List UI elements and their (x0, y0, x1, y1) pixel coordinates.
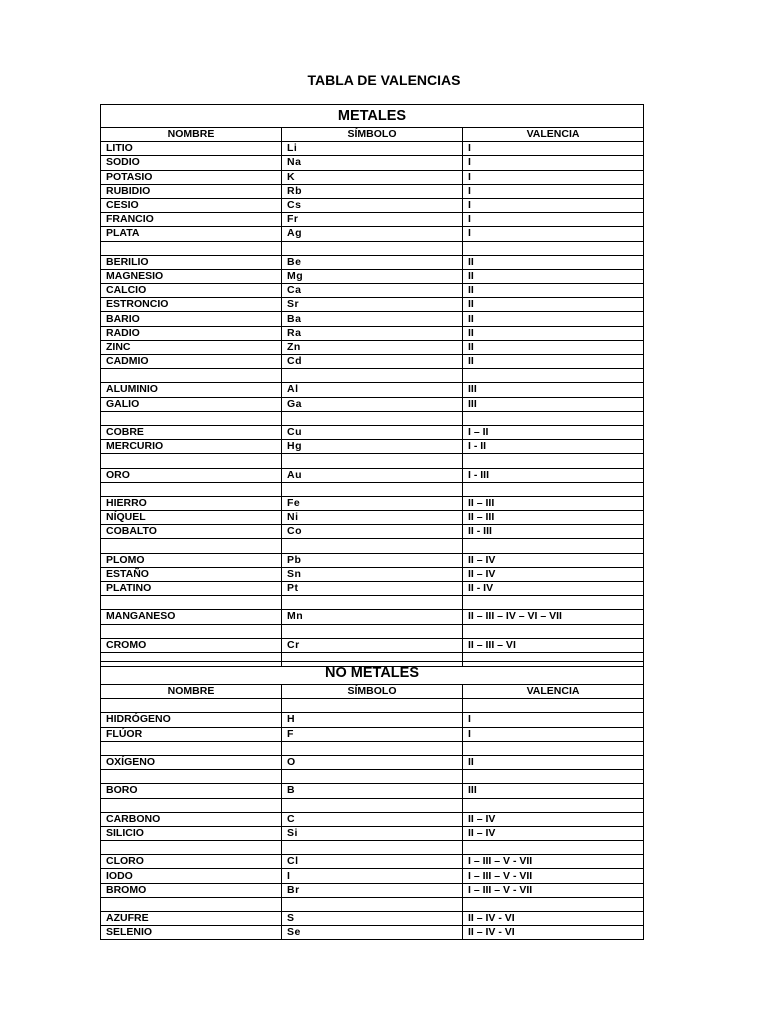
element-valence: I - II (463, 440, 644, 454)
element-valence: II - IV (463, 582, 644, 596)
spacer-row (101, 411, 644, 425)
element-name: MAGNESIO (101, 269, 282, 283)
element-symbol: Ni (282, 511, 463, 525)
table-row (101, 142, 644, 156)
element-valence: II – IV - VI (463, 912, 644, 926)
table-row (101, 425, 644, 439)
element-name: OXÍGENO (101, 755, 282, 769)
spacer-row (101, 798, 644, 812)
table-row (101, 826, 644, 840)
table-row (101, 312, 644, 326)
element-valence: I (463, 142, 644, 156)
element-valence: II (463, 755, 644, 769)
element-symbol: Ra (282, 326, 463, 340)
element-name (101, 699, 282, 713)
table-row (101, 440, 644, 454)
table-row (101, 156, 644, 170)
element-symbol: Pb (282, 553, 463, 567)
element-name: NÍQUEL (101, 511, 282, 525)
table-row (101, 213, 644, 227)
element-symbol (282, 770, 463, 784)
element-symbol: Rb (282, 184, 463, 198)
element-name (101, 770, 282, 784)
table-row (101, 755, 644, 769)
column-header-row (101, 685, 644, 699)
element-valence: I - III (463, 468, 644, 482)
spacer-row (101, 596, 644, 610)
section-heading: METALES (101, 105, 644, 128)
spacer-row (101, 897, 644, 911)
element-symbol: Cd (282, 355, 463, 369)
element-name: FLÚOR (101, 727, 282, 741)
element-name: CALCIO (101, 284, 282, 298)
element-valence (463, 699, 644, 713)
spacer-row (101, 841, 644, 855)
element-name: BORO (101, 784, 282, 798)
element-name: ORO (101, 468, 282, 482)
element-valence: II – IV (463, 567, 644, 581)
table-row (101, 727, 644, 741)
element-name: HIERRO (101, 496, 282, 510)
table-row (101, 170, 644, 184)
element-valence: I (463, 227, 644, 241)
table-row (101, 298, 644, 312)
element-symbol: B (282, 784, 463, 798)
table-row (101, 184, 644, 198)
element-valence: I (463, 727, 644, 741)
table-row (101, 812, 644, 826)
element-name: SELENIO (101, 926, 282, 940)
element-name: FRANCIO (101, 213, 282, 227)
element-name: CLORO (101, 855, 282, 869)
element-name: ALUMINIO (101, 383, 282, 397)
element-name: HIDRÓGENO (101, 713, 282, 727)
element-symbol: I (282, 869, 463, 883)
element-symbol: Cs (282, 198, 463, 212)
element-symbol: Au (282, 468, 463, 482)
element-valence: I (463, 213, 644, 227)
table-row (101, 855, 644, 869)
element-valence: I – II (463, 425, 644, 439)
table-row (101, 468, 644, 482)
element-name: MANGANESO (101, 610, 282, 624)
element-name (101, 539, 282, 553)
element-name: RUBIDIO (101, 184, 282, 198)
element-symbol (282, 741, 463, 755)
element-valence: III (463, 397, 644, 411)
spacer-row (101, 539, 644, 553)
element-name: MERCURIO (101, 440, 282, 454)
element-symbol (282, 369, 463, 383)
element-symbol (282, 539, 463, 553)
element-symbol (282, 596, 463, 610)
element-valence (463, 897, 644, 911)
element-symbol (282, 454, 463, 468)
element-name (101, 798, 282, 812)
element-symbol: Be (282, 255, 463, 269)
element-symbol: Na (282, 156, 463, 170)
element-symbol: Cr (282, 638, 463, 652)
element-name (101, 624, 282, 638)
element-name: ESTAÑO (101, 567, 282, 581)
element-valence (463, 798, 644, 812)
element-name: AZUFRE (101, 912, 282, 926)
element-valence: II – III (463, 496, 644, 510)
element-valence: I – III – V - VII (463, 883, 644, 897)
table-row (101, 883, 644, 897)
element-symbol: Ag (282, 227, 463, 241)
table-row (101, 326, 644, 340)
element-valence (463, 482, 644, 496)
element-valence: II (463, 255, 644, 269)
table-row (101, 355, 644, 369)
element-symbol: Cl (282, 855, 463, 869)
element-name: BERILIO (101, 255, 282, 269)
element-valence: I – III – V - VII (463, 869, 644, 883)
element-symbol: F (282, 727, 463, 741)
column-header-symbol: SÍMBOLO (282, 685, 463, 699)
element-name (101, 841, 282, 855)
element-symbol: Ga (282, 397, 463, 411)
element-valence: I (463, 170, 644, 184)
element-name: COBRE (101, 425, 282, 439)
element-symbol: Sn (282, 567, 463, 581)
element-name: PLATINO (101, 582, 282, 596)
element-symbol: K (282, 170, 463, 184)
element-valence: I (463, 713, 644, 727)
element-symbol: Sr (282, 298, 463, 312)
table-row (101, 383, 644, 397)
spacer-row (101, 624, 644, 638)
section-header-row (101, 662, 644, 685)
spacer-row (101, 241, 644, 255)
element-valence: II (463, 284, 644, 298)
table-row (101, 397, 644, 411)
element-symbol: O (282, 755, 463, 769)
element-valence: II – III – VI (463, 638, 644, 652)
element-symbol (282, 241, 463, 255)
element-symbol: Se (282, 926, 463, 940)
no-metales-table (100, 661, 644, 940)
section-heading: NO METALES (101, 662, 644, 685)
element-valence (463, 369, 644, 383)
column-header-name: NOMBRE (101, 685, 282, 699)
element-symbol: Co (282, 525, 463, 539)
section-header-row (101, 105, 644, 128)
spacer-row (101, 482, 644, 496)
table-row (101, 340, 644, 354)
element-symbol (282, 699, 463, 713)
element-valence: I (463, 184, 644, 198)
table-row (101, 582, 644, 596)
element-symbol: Al (282, 383, 463, 397)
element-symbol: Cu (282, 425, 463, 439)
element-name: ZINC (101, 340, 282, 354)
element-valence (463, 411, 644, 425)
element-name (101, 482, 282, 496)
element-name: POTASIO (101, 170, 282, 184)
element-valence: II (463, 298, 644, 312)
metales-table (100, 104, 644, 667)
element-name: CROMO (101, 638, 282, 652)
element-name: SODIO (101, 156, 282, 170)
element-valence: II - III (463, 525, 644, 539)
element-name (101, 741, 282, 755)
element-valence: I (463, 156, 644, 170)
element-valence: II – III (463, 511, 644, 525)
table-row (101, 553, 644, 567)
element-valence (463, 596, 644, 610)
element-name (101, 454, 282, 468)
element-name (101, 897, 282, 911)
element-valence: II (463, 355, 644, 369)
table-row (101, 567, 644, 581)
element-name: LITIO (101, 142, 282, 156)
spacer-row (101, 741, 644, 755)
element-name: CARBONO (101, 812, 282, 826)
element-symbol: Pt (282, 582, 463, 596)
element-valence (463, 770, 644, 784)
element-name: BARIO (101, 312, 282, 326)
table-row (101, 784, 644, 798)
column-header-name: NOMBRE (101, 128, 282, 142)
table-row (101, 610, 644, 624)
spacer-row (101, 770, 644, 784)
element-symbol: Zn (282, 340, 463, 354)
element-name: RADIO (101, 326, 282, 340)
element-symbol: Ca (282, 284, 463, 298)
element-name: PLATA (101, 227, 282, 241)
element-valence: II – IV (463, 812, 644, 826)
element-symbol (282, 897, 463, 911)
element-name: CADMIO (101, 355, 282, 369)
element-name: CESIO (101, 198, 282, 212)
element-name (101, 411, 282, 425)
document-title: TABLA DE VALENCIAS (307, 72, 461, 88)
element-valence (463, 241, 644, 255)
element-valence: I (463, 198, 644, 212)
element-name: IODO (101, 869, 282, 883)
element-valence (463, 841, 644, 855)
element-symbol (282, 841, 463, 855)
table-row (101, 511, 644, 525)
element-name: SILICIO (101, 826, 282, 840)
element-valence (463, 539, 644, 553)
element-valence: II (463, 340, 644, 354)
element-name: BROMO (101, 883, 282, 897)
element-valence: II (463, 312, 644, 326)
table-row (101, 496, 644, 510)
element-valence: II – IV (463, 553, 644, 567)
element-name (101, 369, 282, 383)
element-symbol: Br (282, 883, 463, 897)
column-header-valence: VALENCIA (463, 128, 644, 142)
table-row (101, 638, 644, 652)
element-valence (463, 454, 644, 468)
element-symbol (282, 624, 463, 638)
element-name: GALIO (101, 397, 282, 411)
column-header-row (101, 128, 644, 142)
column-header-valence: VALENCIA (463, 685, 644, 699)
element-valence (463, 624, 644, 638)
table-row (101, 255, 644, 269)
table-row (101, 926, 644, 940)
table-row (101, 869, 644, 883)
element-valence: II – IV - VI (463, 926, 644, 940)
element-valence: II (463, 326, 644, 340)
table-row (101, 525, 644, 539)
element-name: PLOMO (101, 553, 282, 567)
table-row (101, 713, 644, 727)
element-symbol: Ba (282, 312, 463, 326)
element-name: COBALTO (101, 525, 282, 539)
spacer-row (101, 369, 644, 383)
spacer-row (101, 699, 644, 713)
element-symbol: Fe (282, 496, 463, 510)
element-valence: II – IV (463, 826, 644, 840)
element-symbol: Mn (282, 610, 463, 624)
element-symbol: Hg (282, 440, 463, 454)
element-symbol: Si (282, 826, 463, 840)
element-symbol (282, 411, 463, 425)
table-row (101, 284, 644, 298)
element-valence: III (463, 784, 644, 798)
element-symbol: Fr (282, 213, 463, 227)
element-symbol: Mg (282, 269, 463, 283)
table-row (101, 198, 644, 212)
element-valence (463, 741, 644, 755)
column-header-symbol: SÍMBOLO (282, 128, 463, 142)
element-symbol: S (282, 912, 463, 926)
element-symbol (282, 798, 463, 812)
table-row (101, 227, 644, 241)
spacer-row (101, 454, 644, 468)
element-valence: II – III – IV – VI – VII (463, 610, 644, 624)
element-symbol: H (282, 713, 463, 727)
element-valence: III (463, 383, 644, 397)
element-symbol: Li (282, 142, 463, 156)
element-name (101, 596, 282, 610)
element-symbol: C (282, 812, 463, 826)
table-row (101, 912, 644, 926)
table-row (101, 269, 644, 283)
element-valence: II (463, 269, 644, 283)
element-symbol (282, 482, 463, 496)
element-valence: I – III – V - VII (463, 855, 644, 869)
element-name (101, 241, 282, 255)
element-name: ESTRONCIO (101, 298, 282, 312)
